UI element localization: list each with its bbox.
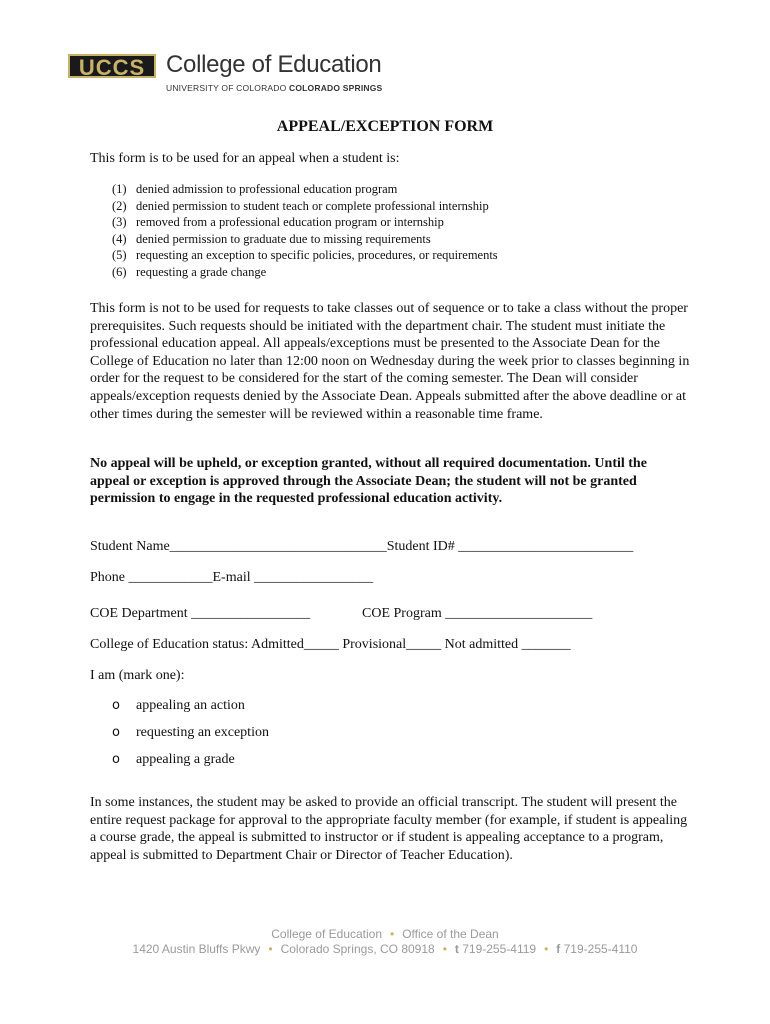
- reason-number: (5): [112, 248, 127, 262]
- reason-text: removed from a professional education program or internship: [136, 215, 444, 229]
- appeal-option-label: appealing a grade: [136, 752, 235, 767]
- reason-list: [112, 181, 498, 280]
- footer-phone-prefix: t: [454, 942, 459, 956]
- reason-number: (2): [112, 198, 127, 213]
- reason-item: [112, 264, 498, 281]
- footer-phone: 719-255-4119: [462, 942, 537, 956]
- footer-line-2: [0, 942, 770, 956]
- footer-fax: 719-255-4110: [563, 942, 638, 956]
- appeal-option-label: requesting an exception: [136, 725, 269, 740]
- reason-text: denied permission to graduate due to missing requirements: [136, 231, 431, 246]
- footer-fax-prefix: f: [556, 942, 561, 956]
- warning-paragraph: No appeal will be upheld, or exception granted, without all required documentation. Until the appeal or exception is approved through the Associate Dean; the student will not be granted permission to engage in the requested professional education activity.: [90, 456, 647, 507]
- footer-city: Colorado Springs, CO 80918: [280, 942, 435, 956]
- student-name-id-field[interactable]: Student Name_______________________________Student ID# _________________________: [90, 539, 634, 554]
- footer-separator: •: [544, 942, 549, 956]
- transcript-paragraph: In some instances, the student may be asked to provide an official transcript. The student will present the entire request package for approval to the appropriate faculty member (for example, if student is appealing a course grade, the appeal is submitted to instructor or if student is appealing acceptance to a program, appeal is submitted to Department Chair or Director of Teacher Education).: [90, 795, 688, 863]
- university-line: [166, 83, 382, 93]
- footer-office: Office of the Dean: [402, 927, 499, 941]
- reason-number: (6): [112, 264, 127, 279]
- reason-item: [112, 198, 498, 215]
- reason-text: requesting a grade change: [136, 264, 267, 279]
- footer-college: College of Education: [271, 927, 383, 941]
- college-name: College of Education: [166, 51, 382, 78]
- checkbox-circle-icon[interactable]: o: [112, 725, 120, 740]
- footer-separator: •: [390, 927, 395, 941]
- appeal-option-label: appealing an action: [136, 698, 245, 713]
- reason-text: denied admission to professional education program: [136, 182, 398, 196]
- campus-name: COLORADO SPRINGS: [289, 83, 383, 93]
- intro-text: This form is to be used for an appeal when a student is:: [90, 151, 400, 166]
- reason-number: (4): [112, 231, 127, 246]
- footer-separator: •: [442, 942, 447, 956]
- coe-program-field[interactable]: COE Program _____________________: [362, 606, 593, 621]
- uccs-logo-mark: UCCS: [68, 54, 156, 78]
- checkbox-circle-icon[interactable]: o: [112, 752, 120, 767]
- reason-number: (1): [112, 182, 127, 196]
- phone-email-field[interactable]: Phone ____________E-mail _________________: [90, 570, 374, 585]
- reason-text: requesting an exception to specific policies, procedures, or requirements: [136, 248, 498, 262]
- mark-one-label: I am (mark one):: [90, 668, 185, 683]
- reason-text: denied permission to student teach or complete professional internship: [136, 198, 489, 213]
- footer-line-1: [0, 927, 770, 941]
- coe-status-field[interactable]: College of Education status: Admitted_____ Provisional_____ Not admitted _______: [90, 637, 571, 652]
- appeal-option[interactable]: [112, 725, 269, 752]
- reason-item: [112, 214, 498, 231]
- university-name: UNIVERSITY OF COLORADO: [166, 83, 289, 93]
- checkbox-circle-icon[interactable]: o: [112, 698, 120, 713]
- coe-department-field[interactable]: COE Department _________________: [90, 606, 311, 621]
- appeal-option[interactable]: [112, 752, 269, 779]
- footer-separator: •: [268, 942, 273, 956]
- form-title: APPEAL/EXCEPTION FORM: [276, 118, 494, 135]
- appeal-type-options: [112, 698, 269, 779]
- appeal-option[interactable]: [112, 698, 269, 725]
- reason-item: [112, 231, 498, 248]
- reason-number: (3): [112, 215, 127, 229]
- reason-item: [112, 181, 498, 198]
- instructions-paragraph: This form is not to be used for requests to take classes out of sequence or to take a class without the proper prerequisites. Such requests should be initiated with the department chair. The student must initiate the professional education appeal. All appeals/exceptions must be presented to the Associate Dean for the College of Education no later than 12:00 noon on Wednesday during the week prior to classes beginning in order for the request to be considered for the start of the coming semester. The Dean will consider appeals/exception requests denied by the Associate Dean. Appeals submitted after the above deadline or at other times during the semester will be reviewed within a reasonable time frame.: [90, 301, 690, 422]
- reason-item: [112, 247, 498, 264]
- footer-address: 1420 Austin Bluffs Pkwy: [132, 942, 261, 956]
